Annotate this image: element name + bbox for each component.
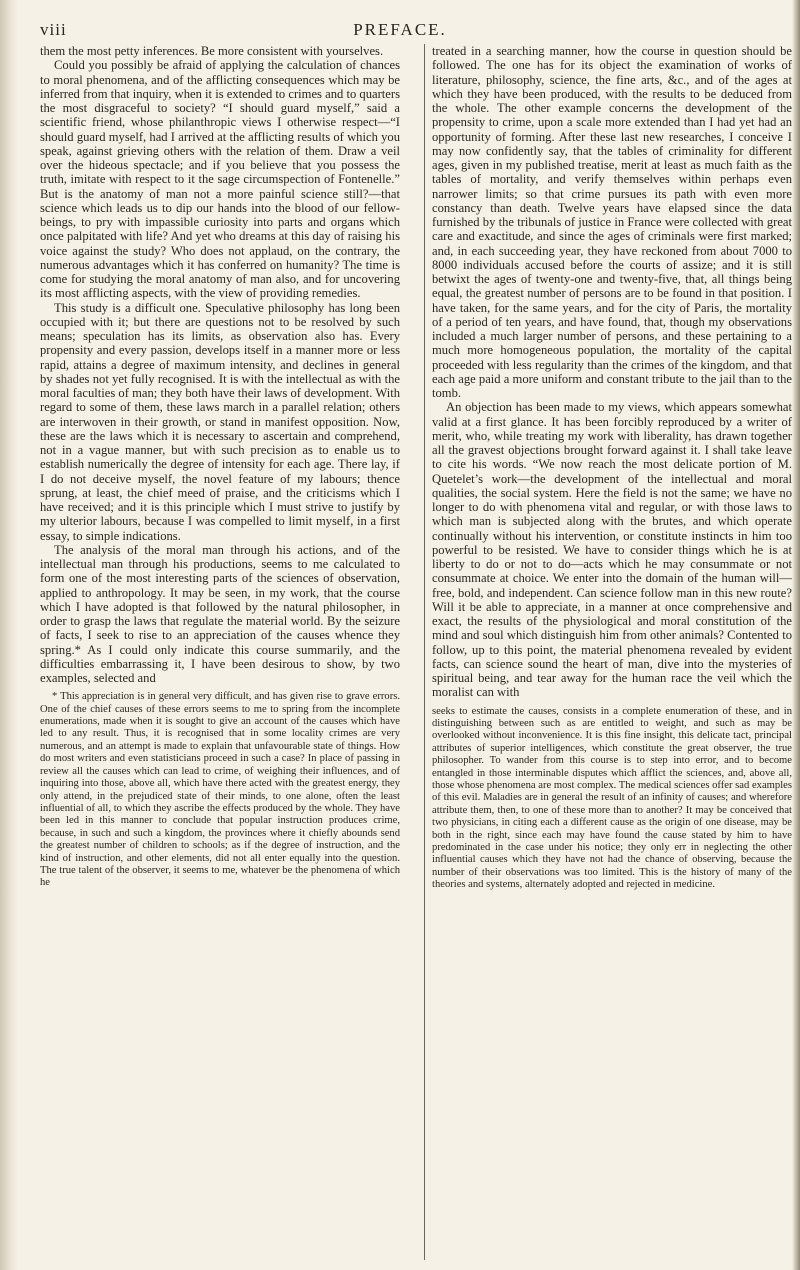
paragraph: An objection has been made to my views, which appears somewhat valid at a first glance. It has been forcibly reproduced by a writer of merit, who, while treating my work with liberality, has drawn together all the gravest objections brought forward against it. I shall take leave to cite his words. “We now reach the most delicate portion of M. Quetelet’s work—the development of the intellectual and moral qualities, the social system. Here the field is not the same; we have no longer to do with phenomena vital and regular, or with those laws to which man is subjected along with the brutes, and which operate continually without his intervention, or constitute instincts in him too powerful to be resisted. We have to consider things which he is at liberty to do or not to do—acts which he may consummate or not consummate at choice. We enter into the domain of the human will—free, bold, and independent. Can science follow man in this new route? Will it be able to appreciate, in a manner at once comprehensive and exact, the results of the physiological and moral constitution of the mind and soul which distinguish him from other animals? Contented to follow, up to this point, the material phenomena revealed by evident facts, can science sound the heart of man, dive into the mysteries of spiritual being, and tear away for the human race the veil which the moralist can with <box>432 400 792 700</box>
paragraph: Could you possibly be afraid of applying the calculation of chances to moral phenomena, and of the afflicting consequences which may be inferred from that inquiry, when it is extended to crimes and to quarters the most disgraceful to society? “I should guard myself,” said a scientific friend, whose philanthropic views I otherwise respect—“I should guard myself, had I arrived at the afflicting results of which you speak, against grieving others with the relation of them. Draw a veil over the hideous spectacle; and if you believe that you possess the truth, imitate with respect to it the sage circumspection of Fontenelle.” But is the anatomy of man not a more painful science still?—that science which leads us to dip our hands into the blood of our fellow-beings, to pry with impassible curiosity into parts and organs which once palpitated with life? And yet who dreams at this day of raising his voice against the study? Who does not applaud, on the contrary, the numerous advantages which it has conferred on humanity? The time is come for studying the moral anatomy of man also, and for uncovering its most afflicting aspects, with the view of providing remedies. <box>40 58 400 301</box>
paragraph: This study is a difficult one. Speculative philosophy has long been occupied with it; but there are questions not to be resolved by such means; speculation has its limits, as observation also has. Every propensity and every passion, develops itself in a manner more or less rapid, attains a degree of maximum intensity, and declines in general by shades not yet fully recognised. It is with the intellectual as with the moral faculties of man; they both have their laws of development. With regard to some of them, these laws march in a parallel relation; others are interwoven in their growth, or stand in manifest opposition. Now, these are the laws which it is necessary to ascertain and comprehend, not in a vague manner, but with such precision as to enable us to establish numerically the degree of intensity for each age. There lay, if I do not deceive myself, the novel feature of my labours; thence sprung, at least, the chief meed of praise, and the criticisms which I have received; and it is this principle which I must strive to justify by my ulterior labours, because I was compelled to limit myself, in a first essay, to simple indications. <box>40 300 400 543</box>
page-edge-shadow <box>792 0 800 1270</box>
paragraph: The analysis of the moral man through his actions, and of the intellectual man through his productions, seems to me calculated to form one of the most interesting parts of the sciences of observation, applied to anthropology. It may be seen, in my work, that the course which I have adopted is that followed by the natural philosopher, in order to grasp the laws that regulate the material world. By the seizure of facts, I seek to rise to an appreciation of the causes whence they spring.* As I could only indicate this course summarily, and the difficulties embarrassing it, I have been desirous to show, by two examples, selected and <box>40 542 400 685</box>
left-column <box>40 44 400 1268</box>
page-number: viii <box>40 20 67 39</box>
footnote <box>40 691 400 890</box>
paragraph: treated in a searching manner, how the course in question should be followed. The one has for its object the examination of works of literature, philosophy, science, the fine arts, &c., and of the ages at which they have been produced, with the results to be deduced from the whole. The other example concerns the development of the propensity to crime, upon a scale more extended than I had yet had an opportunity of forming. After these last new researches, I conceive I may now confidently say, that the tables of criminality for different ages, given in my published treatise, merit at least as much faith as the tables of mortality, and verify themselves within perhaps even narrower limits; so that crime pursues its path with even more constancy than death. Twelve years have elapsed since the data furnished by the tribunals of justice in France were collected with great care and exactitude, and since the ages of criminals were first marked; and, in each succeeding year, they have reckoned from about 7000 to 8000 individuals accused before the courts of assize; and it is still betwixt the ages of twenty-one and twenty-five, that, all things being equal, the greatest number of persons are to be found in that position. I have taken, for the same years, and for the city of Paris, the mortality of a period of ten years, and have found, that, though my observations included a much larger number of persons, and these pertaining to a much more homogeneous population, the mortality of the capital proceeded with less regularity than the crimes of the kingdom, and that each age paid a more uniform and constant tribute to the jail than to the tomb. <box>432 44 792 400</box>
paragraph: them the most petty inferences. Be more consistent with yourselves. <box>40 44 384 58</box>
running-title: PREFACE. <box>353 20 447 39</box>
column-divider <box>424 44 425 1260</box>
running-header <box>40 16 760 46</box>
footnote-text: seeks to estimate the causes, consists in a complete enumeration of these, and in distinguishing between such as are entitled to weight, and such as may be overlooked without inconvenience. It is this fine insight, this delicate tact, principal attributes of superior intelligences, which constitute the great observer, the true philosopher. To wander from this course is to step into error, and to become entangled in those interminable disputes which afflict the sciences, and, above all, those whose phenomena are most complex. The medical sciences offer sad examples of this evil. Maladies are in general the result of an infinity of causes; and wherefore attribute them, then, to one of these more than to another? It may be conceived that two physicians, in citing each a different cause as the origin of one disease, may be both in the right, since each may have found the cause stated by him to have predominated in the case under his notice; they only err in neglecting the other influential causes which they have not had the chance of observing, because the number of their observations was too limited. This is the history of many of the theories and systems, alternately adopted and rejected in medicine. <box>432 705 792 891</box>
footnote-text: * This appreciation is in general very difficult, and has given rise to grave errors. One of the chief causes of these errors seems to me to spring from the incomplete enumerations, made when it is sought to give an account of the causes which have led to any result. Thus, it is recognised that in some locality crimes are very numerous, and an attempt is made to explain that unfavourable state of things. How do most writers and even statisticians proceed in such a case? In place of passing in review all the causes which can lead to crime, of weighing their influences, and of inquiring into those, above all, which have there acted with the greatest energy, they only attend, in the prejudiced state of their minds, to one alone, often the least influential of all, to which they ascribe the effects produced by the whole. They have been led in this manner to conclude that popular instruction produces crime, because, in such and such a kingdom, the provinces where it chiefly abounds send the greatest number of children to schools; as if the degree of instruction, and the kind of instruction, and other elements, did not all enter equally into the question. The true talent of the observer, it seems to me, whatever be the phenomena of which he <box>40 691 400 889</box>
right-column <box>432 44 792 1268</box>
footnote <box>432 706 792 892</box>
page-gutter-shadow <box>0 0 18 1270</box>
